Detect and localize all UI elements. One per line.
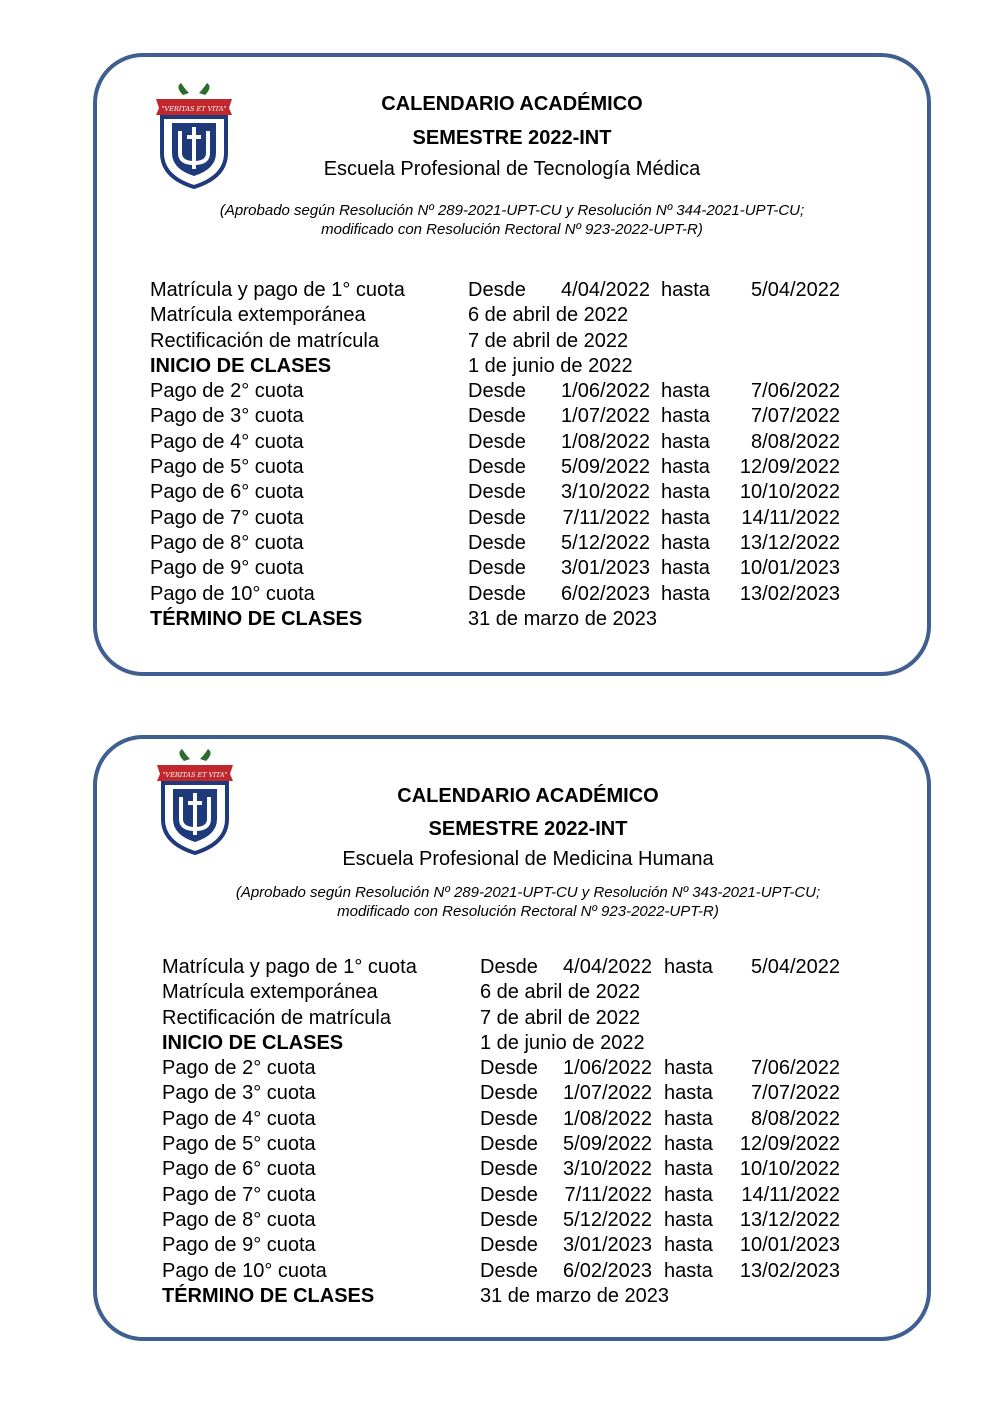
hasta-label: hasta [661,506,710,529]
start-date: 1/08/2022 [563,1107,652,1130]
end-date: 5/04/2022 [751,956,840,978]
schedule-row [150,506,850,531]
schedule-row [150,480,850,505]
schedule-row [162,1031,862,1056]
hasta-label: hasta [664,1158,713,1181]
schedule-row [162,1259,862,1284]
end-date: 14/11/2022 [741,1183,840,1206]
desde-label: Desde [480,1158,538,1181]
start-date: 5/09/2022 [561,456,650,479]
end-date: 13/02/2023 [739,1259,840,1282]
hasta-label: hasta [661,380,710,403]
approval-note-line-2: modificado con Resolución Rectoral Nº 923-2022-UPT-R) [337,903,719,920]
schedule-list [162,955,862,1309]
event-date: 6 de abril de 2022 [480,981,641,1004]
event-label: Pago de 4° cuota [150,430,304,453]
start-date: 3/10/2022 [563,1158,652,1181]
start-date: 6/02/2023 [563,1259,652,1282]
hasta-label: hasta [661,405,710,428]
event-label: Matrícula extemporánea [150,304,366,327]
schedule-row [150,303,850,328]
schedule-row [162,1081,862,1106]
event-label: Matrícula y pago de 1° cuota [162,956,417,978]
approval-note-line-1: (Aprobado según Resolución Nº 289-2021-UPT-CU y Resolución Nº 344-2021-UPT-CU; [219,202,805,219]
approval-note-line-1: (Aprobado según Resolución Nº 289-2021-UPT-CU y Resolución Nº 343-2021-UPT-CU; [235,884,821,901]
event-label: Pago de 3° cuota [162,1082,316,1105]
event-label: Pago de 9° cuota [162,1234,316,1257]
end-date: 8/08/2022 [751,430,840,453]
start-date: 3/01/2023 [561,557,650,580]
event-label: TÉRMINO DE CLASES [150,607,363,630]
desde-label: Desde [480,1259,538,1282]
event-label: Pago de 4° cuota [162,1107,316,1130]
svg-text:"VERITAS ET VITA": "VERITAS ET VITA" [161,105,227,113]
event-date: 7 de abril de 2022 [480,1006,641,1029]
start-date: 1/07/2022 [561,405,650,428]
end-date: 13/12/2022 [739,531,840,554]
hasta-label: hasta [661,531,710,554]
start-date: 5/09/2022 [563,1133,652,1156]
end-date: 10/01/2023 [739,557,840,580]
semester-label: SEMESTRE 2022-INT [412,127,612,149]
start-date: 6/02/2023 [561,582,650,605]
desde-label: Desde [480,1208,538,1231]
event-label: Pago de 10° cuota [162,1259,327,1282]
event-label: Rectificación de matrícula [162,1006,391,1029]
hasta-label: hasta [664,1259,713,1282]
desde-label: Desde [468,405,526,428]
hasta-label: hasta [661,582,710,605]
end-date: 10/01/2023 [739,1234,840,1257]
event-label: Pago de 6° cuota [162,1158,316,1181]
event-label: Pago de 5° cuota [150,456,304,479]
schedule-row [162,1006,862,1031]
start-date: 7/11/2022 [564,1183,652,1206]
svg-text:"VERITAS ET VITA": "VERITAS ET VITA" [162,771,228,779]
hasta-label: hasta [661,430,710,453]
desde-label: Desde [468,582,526,605]
start-date: 4/04/2022 [561,279,650,301]
schedule-row [162,1183,862,1208]
school-name: Escuela Profesional de Medicina Humana [342,848,714,870]
event-label: Matrícula y pago de 1° cuota [150,279,405,301]
desde-label: Desde [468,456,526,479]
event-label: Pago de 5° cuota [162,1133,316,1156]
start-date: 7/11/2022 [562,506,650,529]
desde-label: Desde [468,430,526,453]
event-label: Pago de 7° cuota [162,1183,316,1206]
schedule-row [162,1132,862,1157]
calendar-card-tecnologia-medica [93,53,931,676]
schedule-row [150,404,850,429]
schedule-row [162,955,862,980]
end-date: 14/11/2022 [741,506,840,529]
end-date: 12/09/2022 [739,456,840,479]
event-label: Pago de 2° cuota [150,380,304,403]
end-date: 5/04/2022 [751,279,840,301]
event-date: 7 de abril de 2022 [468,329,629,352]
event-label: Pago de 2° cuota [162,1057,316,1080]
hasta-label: hasta [661,456,710,479]
desde-label: Desde [468,279,526,301]
event-label: Rectificación de matrícula [150,329,379,352]
desde-label: Desde [480,1082,538,1105]
event-label: Pago de 10° cuota [150,582,315,605]
end-date: 13/12/2022 [739,1208,840,1231]
schedule-row [150,556,850,581]
event-label: INICIO DE CLASES [150,354,332,377]
schedule-row [162,1233,862,1258]
schedule-row [150,430,850,455]
hasta-label: hasta [664,1183,713,1206]
start-date: 5/12/2022 [561,531,650,554]
event-label: Pago de 8° cuota [162,1208,316,1231]
approval-note-line-2: modificado con Resolución Rectoral Nº 923-2022-UPT-R) [321,221,703,238]
schedule-row [162,1208,862,1233]
desde-label: Desde [480,1057,538,1080]
start-date: 5/12/2022 [563,1208,652,1231]
desde-label: Desde [480,956,538,978]
hasta-label: hasta [664,1208,713,1231]
event-label: Matrícula extemporánea [162,981,378,1004]
schedule-row [150,354,850,379]
end-date: 10/10/2022 [739,1158,840,1181]
schedule-list [150,278,850,632]
hasta-label: hasta [661,481,710,504]
schedule-row [150,278,850,303]
schedule-row [150,329,850,354]
desde-label: Desde [468,557,526,580]
start-date: 4/04/2022 [563,956,652,978]
start-date: 1/06/2022 [563,1057,652,1080]
event-label: Pago de 9° cuota [150,557,304,580]
end-date: 7/07/2022 [751,1082,840,1105]
start-date: 3/01/2023 [563,1234,652,1257]
event-label: INICIO DE CLASES [162,1031,344,1054]
hasta-label: hasta [664,1082,713,1105]
calendar-card-medicina-humana [93,735,931,1341]
event-date: 1 de junio de 2022 [480,1031,645,1054]
schedule-row [150,531,850,556]
desde-label: Desde [468,380,526,403]
end-date: 13/02/2023 [739,582,840,605]
end-date: 8/08/2022 [751,1107,840,1130]
end-date: 7/06/2022 [751,1057,840,1080]
desde-label: Desde [480,1183,538,1206]
schedule-row [150,455,850,480]
hasta-label: hasta [661,279,710,301]
schedule-row [162,1284,862,1309]
schedule-row [150,607,850,632]
schedule-row [150,582,850,607]
event-date: 6 de abril de 2022 [468,304,629,327]
end-date: 7/07/2022 [751,405,840,428]
start-date: 3/10/2022 [561,481,650,504]
end-date: 7/06/2022 [751,380,840,403]
end-date: 12/09/2022 [739,1133,840,1156]
start-date: 1/07/2022 [563,1082,652,1105]
event-label: TÉRMINO DE CLASES [162,1284,375,1307]
event-label: Pago de 7° cuota [150,506,304,529]
schedule-row [162,1056,862,1081]
calendar-title: CALENDARIO ACADÉMICO [397,785,659,807]
desde-label: Desde [480,1133,538,1156]
event-label: Pago de 6° cuota [150,481,304,504]
desde-label: Desde [480,1107,538,1130]
hasta-label: hasta [664,1234,713,1257]
desde-label: Desde [468,506,526,529]
event-label: Pago de 3° cuota [150,405,304,428]
schedule-row [162,1107,862,1132]
schedule-row [162,1157,862,1182]
schedule-row [162,980,862,1005]
hasta-label: hasta [661,557,710,580]
hasta-label: hasta [664,956,713,978]
start-date: 1/06/2022 [561,380,650,403]
schedule-row [150,379,850,404]
semester-label: SEMESTRE 2022-INT [428,818,628,840]
event-date: 31 de marzo de 2023 [468,607,658,630]
desde-label: Desde [468,531,526,554]
calendar-title: CALENDARIO ACADÉMICO [381,93,643,115]
hasta-label: hasta [664,1133,713,1156]
school-name: Escuela Profesional de Tecnología Médica [323,158,701,180]
event-date: 31 de marzo de 2023 [480,1284,670,1307]
event-label: Pago de 8° cuota [150,531,304,554]
desde-label: Desde [480,1234,538,1257]
event-date: 1 de junio de 2022 [468,354,633,377]
hasta-label: hasta [664,1057,713,1080]
desde-label: Desde [468,481,526,504]
hasta-label: hasta [664,1107,713,1130]
start-date: 1/08/2022 [561,430,650,453]
end-date: 10/10/2022 [739,481,840,504]
